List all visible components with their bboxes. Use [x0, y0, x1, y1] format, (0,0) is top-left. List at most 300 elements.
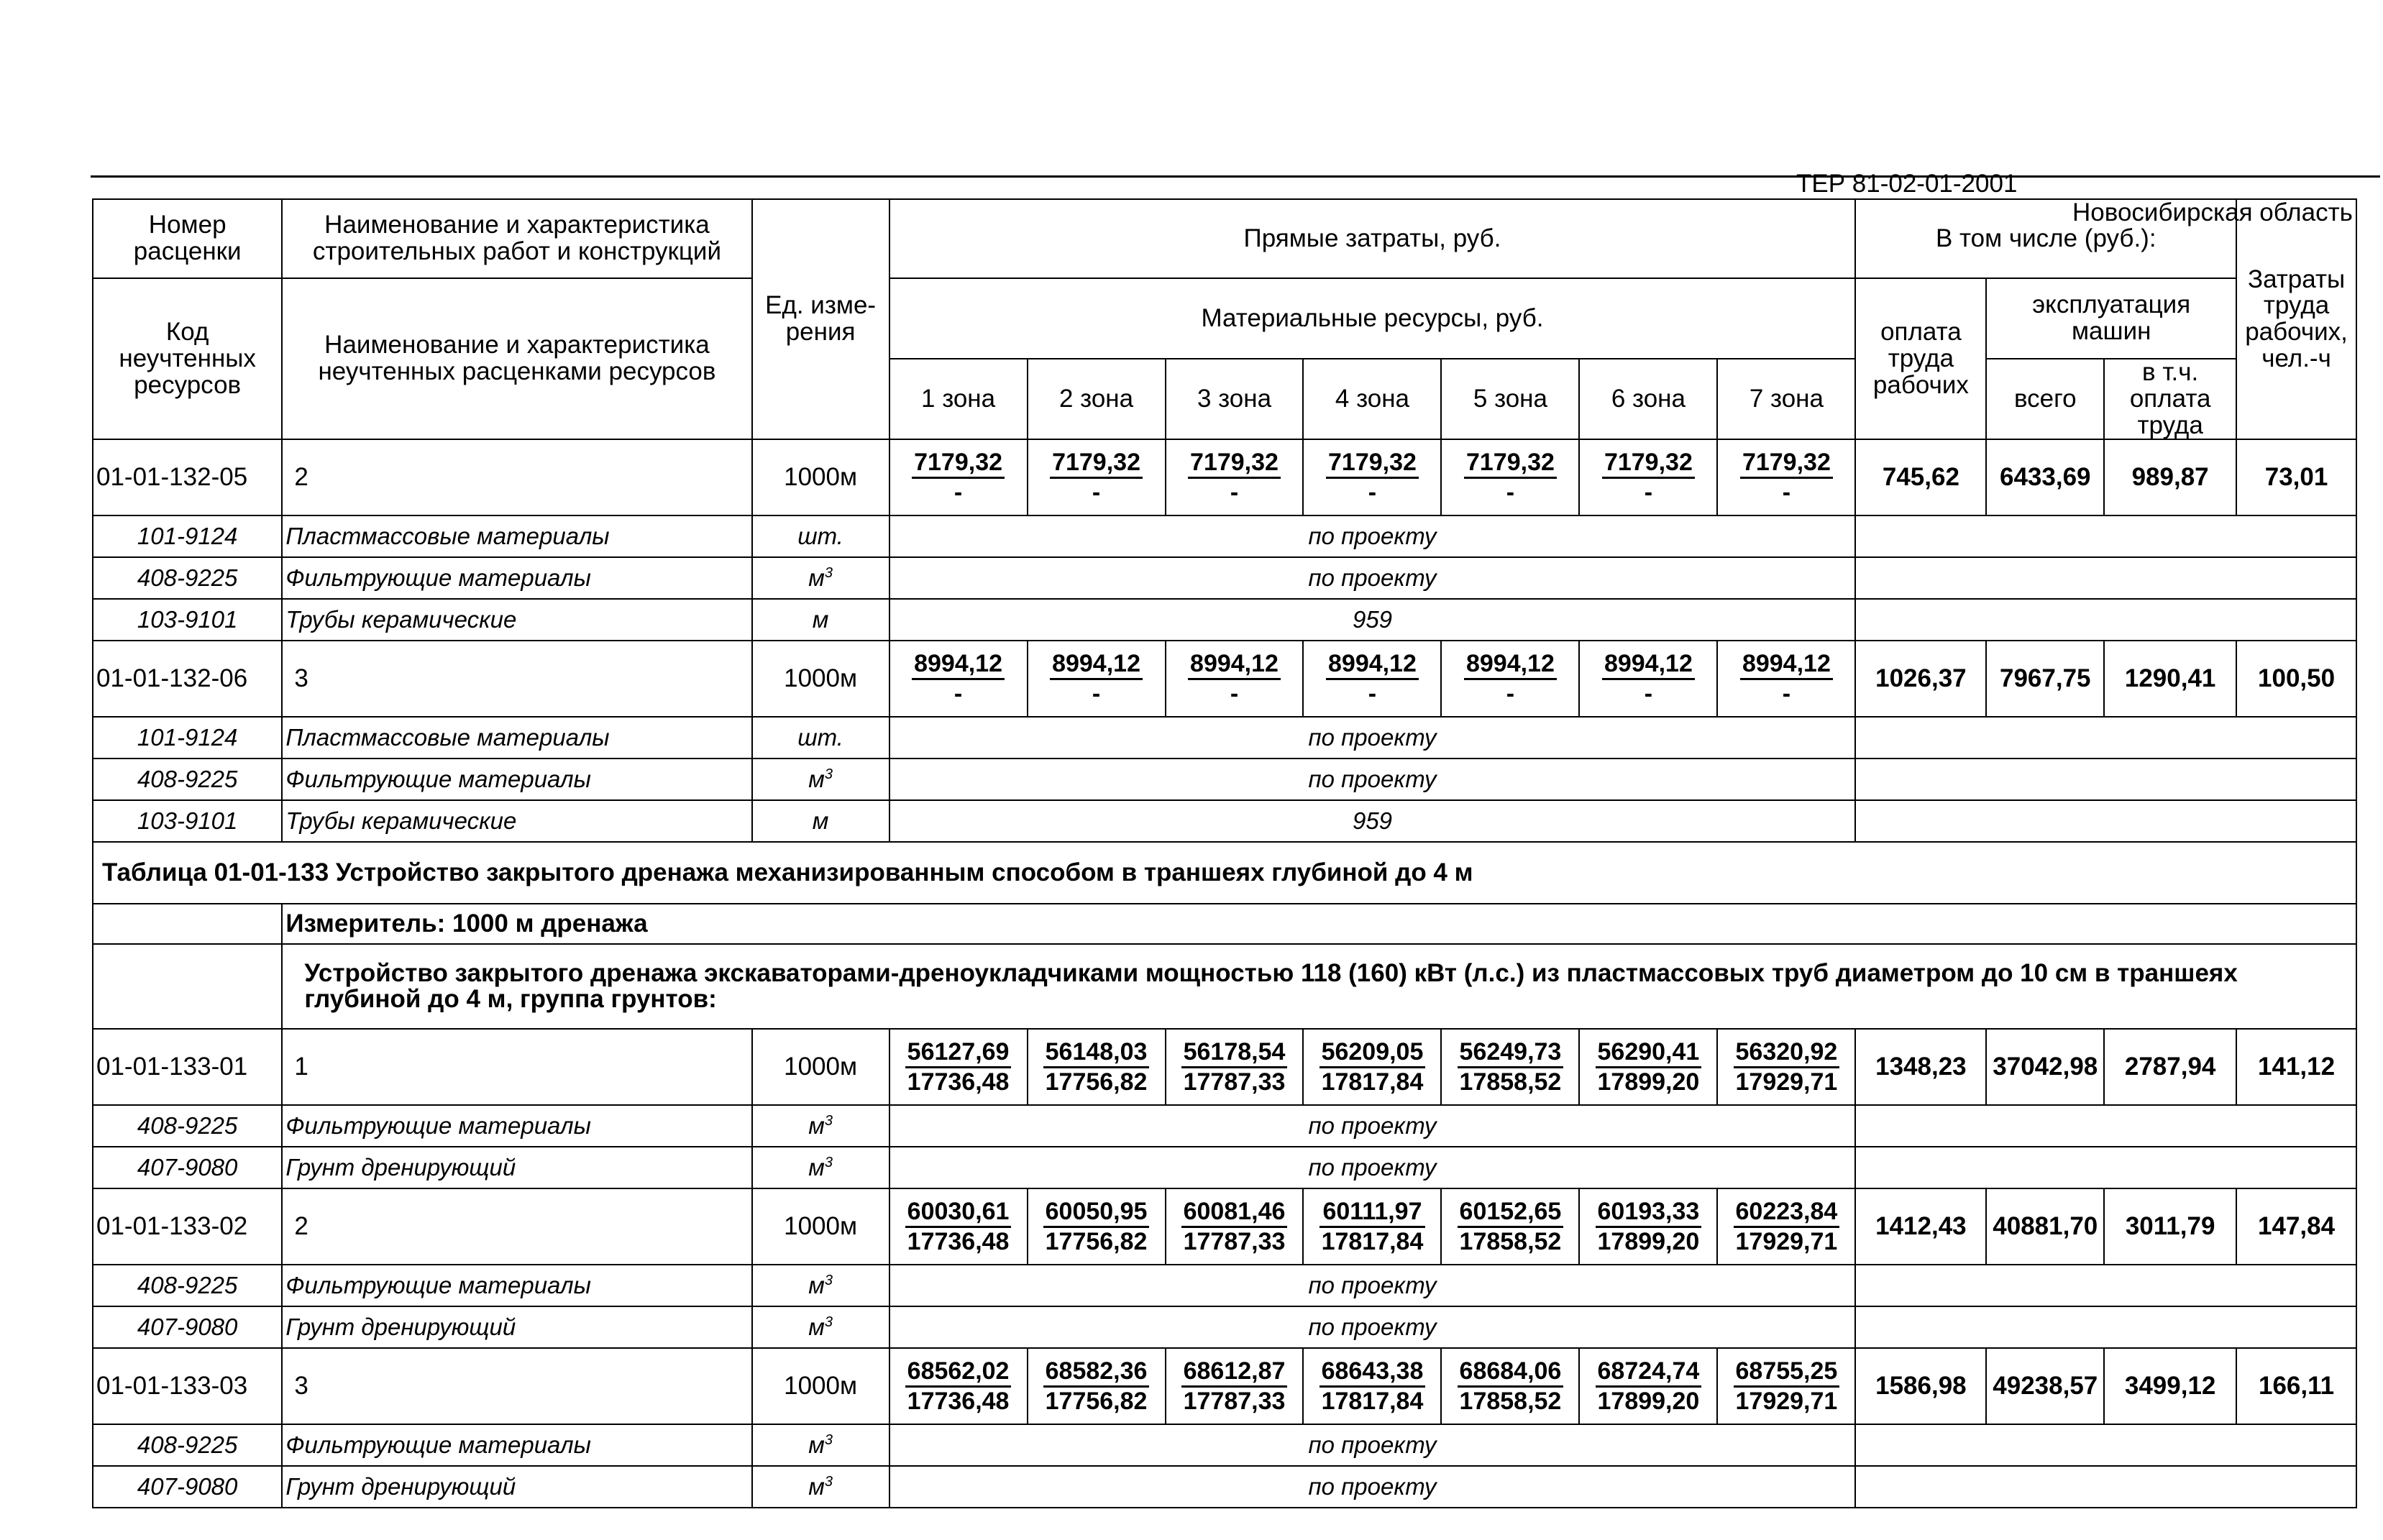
zone-header: 2 зона [1028, 359, 1166, 439]
including-header: В том числе (руб.): [1855, 199, 2236, 278]
header-rule [91, 175, 2380, 178]
machine-total-value: 6433,69 [1986, 439, 2104, 515]
zone-cost-cell [1579, 1348, 1717, 1424]
resource-code: 408-9225 [93, 1265, 282, 1306]
zone-cost-fraction [1043, 1357, 1150, 1416]
zone-cost-fraction [1458, 1198, 1564, 1256]
resource-row [93, 1105, 2356, 1147]
material-cost-value: - [953, 478, 963, 506]
rate-name: 2 [282, 1188, 751, 1265]
resource-code: 408-9225 [93, 758, 282, 800]
resource-code: 407-9080 [93, 1306, 282, 1348]
material-cost-value: - [1368, 478, 1377, 506]
table-body-133 [93, 1029, 2356, 1508]
zone-cost-fraction [1319, 1038, 1426, 1096]
zone-cost-fraction [1043, 1038, 1150, 1096]
resource-code: 407-9080 [93, 1466, 282, 1508]
direct-cost-value: 56178,54 [1181, 1038, 1288, 1068]
zone-cost-cell [1717, 1348, 1855, 1424]
zone-cost-fraction [1043, 1198, 1150, 1256]
zone-cost-cell [1441, 1348, 1579, 1424]
direct-cost-value: 60111,97 [1319, 1198, 1426, 1228]
measure-unit: Измеритель: 1000 м дренажа [282, 904, 2356, 944]
resource-quantity: по проекту [889, 758, 1856, 800]
zone-cost-cell [889, 1188, 1028, 1265]
zone-header: 3 зона [1166, 359, 1304, 439]
resource-quantity: по проекту [889, 1265, 1856, 1306]
resource-unit: м [808, 564, 825, 591]
material-cost-value: 17736,48 [907, 1387, 1010, 1415]
zone-cost-cell [1579, 1029, 1717, 1105]
resource-unit-power: 3 [824, 1473, 833, 1490]
direct-cost-value: 56148,03 [1043, 1038, 1150, 1068]
material-cost-value: 17756,82 [1045, 1387, 1148, 1415]
direct-cost-value: 68724,74 [1596, 1357, 1702, 1388]
resource-row [93, 1424, 2356, 1466]
zone-cost-fraction [1050, 650, 1143, 708]
material-cost-value: 17736,48 [907, 1227, 1010, 1255]
labor-costs-header: Затраты труда рабочих, чел.-ч [2236, 199, 2356, 439]
direct-cost-value: 68684,06 [1458, 1357, 1564, 1388]
resource-code: 407-9080 [93, 1147, 282, 1188]
zone-cost-fraction [1458, 1357, 1564, 1416]
rate-code: 01-01-133-02 [93, 1188, 282, 1265]
direct-cost-value: 60193,33 [1596, 1198, 1702, 1228]
rate-code: 01-01-133-03 [93, 1348, 282, 1424]
resource-unit-cell [752, 800, 889, 842]
zone-cost-cell [1579, 439, 1717, 515]
rate-number-header: Номер расценки [93, 199, 282, 278]
material-cost-value: 17787,33 [1183, 1227, 1286, 1255]
empty-cell [1855, 1105, 2356, 1147]
direct-cost-value: 60030,61 [905, 1198, 1012, 1228]
direct-cost-value: 7179,32 [1740, 449, 1833, 479]
resource-unit: м [808, 1271, 825, 1298]
empty-cell [1855, 800, 2356, 842]
direct-cost-value: 56320,92 [1734, 1038, 1840, 1068]
resource-name: Фильтрующие материалы [282, 1424, 751, 1466]
resource-unit-cell [752, 557, 889, 599]
zone-cost-cell [1717, 1029, 1855, 1105]
resource-unit-cell [752, 1147, 889, 1188]
zone-cost-fraction [1602, 650, 1695, 708]
table-header [93, 199, 2356, 439]
table-133-heading [93, 842, 2356, 1029]
direct-cost-value: 60223,84 [1734, 1198, 1840, 1228]
resource-unit: м [808, 765, 825, 792]
zone-cost-cell [1166, 1348, 1304, 1424]
rate-code: 01-01-132-06 [93, 641, 282, 717]
labor-pay-value: 1586,98 [1855, 1348, 1986, 1424]
resource-name: Трубы керамические [282, 599, 751, 641]
direct-cost-value: 56290,41 [1596, 1038, 1702, 1068]
resource-name: Фильтрующие материалы [282, 758, 751, 800]
machine-total-value: 49238,57 [1986, 1348, 2104, 1424]
direct-cost-value: 7179,32 [1188, 449, 1281, 479]
zone-cost-cell [1441, 439, 1579, 515]
zone-cost-fraction [1740, 449, 1833, 507]
resource-unit-power: 3 [824, 1272, 833, 1288]
resource-code: 103-9101 [93, 599, 282, 641]
resource-unit-cell [752, 1466, 889, 1508]
zone-header: 6 зона [1579, 359, 1717, 439]
resource-unit-cell [752, 599, 889, 641]
zone-cost-cell [1166, 439, 1304, 515]
direct-cost-value: 8994,12 [1326, 650, 1419, 680]
zone-cost-cell [1028, 1348, 1166, 1424]
resource-name: Грунт дренирующий [282, 1306, 751, 1348]
empty-cell [1855, 557, 2356, 599]
resource-row [93, 557, 2356, 599]
resource-row [93, 1306, 2356, 1348]
work-description: Устройство закрытого дренажа экскаваторами-дреноукладчиками мощностью 118 (160) кВт (л.с.) из пластмассовых труб диаметром до 10 см в траншеях глубиной до 4 м, группа грунтов: [282, 944, 2356, 1029]
zone-cost-fraction [1458, 1038, 1564, 1096]
zone-cost-fraction [1740, 650, 1833, 708]
material-cost-value: - [1782, 478, 1791, 506]
resource-unit: м [808, 1472, 825, 1500]
zone-cost-cell [889, 1029, 1028, 1105]
direct-cost-value: 8994,12 [1740, 650, 1833, 680]
direct-cost-value: 56209,05 [1319, 1038, 1426, 1068]
direct-cost-value: 56249,73 [1458, 1038, 1564, 1068]
zone-cost-fraction [1326, 650, 1419, 708]
resource-row [93, 1265, 2356, 1306]
zone-cost-fraction [1734, 1357, 1840, 1416]
material-resources-header: Материальные ресурсы, руб. [889, 278, 1856, 359]
direct-costs-header: Прямые затраты, руб. [889, 199, 1856, 278]
material-cost-value: - [1644, 679, 1653, 707]
zone-cost-cell [1166, 1029, 1304, 1105]
direct-cost-value: 7179,32 [1464, 449, 1557, 479]
zone-cost-fraction [1181, 1198, 1288, 1256]
resource-quantity: по проекту [889, 1466, 1856, 1508]
zone-cost-cell [1717, 1188, 1855, 1265]
resource-unit-cell [752, 1105, 889, 1147]
unit-header: Ед. изме- рения [752, 199, 889, 439]
resource-quantity: по проекту [889, 515, 1856, 557]
rate-name: 3 [282, 641, 751, 717]
direct-cost-value: 56127,69 [905, 1038, 1012, 1068]
machine-total-value: 37042,98 [1986, 1029, 2104, 1105]
direct-cost-value: 68612,87 [1181, 1357, 1288, 1388]
empty-cell [1855, 1466, 2356, 1508]
resource-quantity: по проекту [889, 1147, 1856, 1188]
zone-cost-cell [1303, 1348, 1441, 1424]
zone-cost-fraction [1188, 449, 1281, 507]
labor-hours-value: 100,50 [2236, 641, 2356, 717]
resource-name: Грунт дренирующий [282, 1147, 751, 1188]
material-cost-value: 17858,52 [1459, 1227, 1562, 1255]
material-cost-value: 17899,20 [1597, 1387, 1700, 1415]
table-title: Таблица 01-01-133 Устройство закрытого дренажа механизированным способом в траншеях глубиной до 4 м [93, 842, 2356, 904]
direct-cost-value: 8994,12 [912, 650, 1005, 680]
resource-unit-power: 3 [824, 1314, 833, 1330]
zone-cost-fraction [1464, 449, 1557, 507]
zone-cost-fraction [1464, 650, 1557, 708]
direct-cost-value: 60050,95 [1043, 1198, 1150, 1228]
material-cost-value: 17817,84 [1321, 1068, 1424, 1096]
resource-code: 101-9124 [93, 515, 282, 557]
zone-cost-cell [1028, 1029, 1166, 1105]
zone-header: 7 зона [1717, 359, 1855, 439]
resource-quantity: по проекту [889, 717, 1856, 758]
resource-unit: м [808, 1313, 825, 1340]
material-cost-value: - [1368, 679, 1377, 707]
zone-cost-cell [1579, 641, 1717, 717]
rate-unit: 1000м [752, 1348, 889, 1424]
zone-cost-cell [1303, 1029, 1441, 1105]
rate-unit: 1000м [752, 1188, 889, 1265]
table-body-132 [93, 439, 2356, 842]
machine-operation-header: эксплуатация машин [1986, 278, 2236, 359]
rate-row [93, 641, 2356, 717]
resource-row [93, 1147, 2356, 1188]
zone-cost-cell [889, 1348, 1028, 1424]
material-cost-value: 17817,84 [1321, 1387, 1424, 1415]
rate-code: 01-01-132-05 [93, 439, 282, 515]
zone-cost-fraction [1181, 1357, 1288, 1416]
material-cost-value: 17858,52 [1459, 1068, 1562, 1096]
zone-cost-cell [1166, 1188, 1304, 1265]
direct-cost-value: 8994,12 [1602, 650, 1695, 680]
labor-hours-value: 141,12 [2236, 1029, 2356, 1105]
direct-cost-value: 8994,12 [1188, 650, 1281, 680]
resource-quantity: 959 [889, 599, 1856, 641]
resource-unit-power: 3 [824, 1154, 833, 1170]
resource-quantity: 959 [889, 800, 1856, 842]
resource-unit: м [808, 1153, 825, 1181]
zone-cost-fraction [1326, 449, 1419, 507]
zone-cost-fraction [1596, 1198, 1702, 1256]
material-cost-value: 17756,82 [1045, 1227, 1148, 1255]
empty-cell [1855, 599, 2356, 641]
resource-unit-cell [752, 515, 889, 557]
code-unaccounted-header: Код неучтенных ресурсов [93, 278, 282, 439]
zone-cost-cell [1441, 641, 1579, 717]
empty-cell [1855, 717, 2356, 758]
resource-name: Фильтрующие материалы [282, 1265, 751, 1306]
resource-unit: м [812, 807, 829, 834]
rate-code: 01-01-133-01 [93, 1029, 282, 1105]
resource-unit: шт. [797, 522, 843, 549]
labor-pay-value: 1348,23 [1855, 1029, 1986, 1105]
zone-cost-fraction [1596, 1357, 1702, 1416]
zone-cost-fraction [912, 449, 1005, 507]
resource-unit-cell [752, 1265, 889, 1306]
material-cost-value: 17756,82 [1045, 1068, 1148, 1096]
resource-unit-power: 3 [824, 766, 833, 782]
zone-cost-fraction [1181, 1038, 1288, 1096]
labor-pay-value: 1026,37 [1855, 641, 1986, 717]
resource-unit: м [812, 605, 829, 633]
zone-cost-cell [1441, 1188, 1579, 1265]
direct-cost-value: 8994,12 [1464, 650, 1557, 680]
resource-name: Пластмассовые материалы [282, 515, 751, 557]
material-cost-value: - [953, 679, 963, 707]
zone-cost-cell [1166, 641, 1304, 717]
labor-hours-value: 147,84 [2236, 1188, 2356, 1265]
material-cost-value: - [1782, 679, 1791, 707]
rate-row [93, 439, 2356, 515]
rate-name: 3 [282, 1348, 751, 1424]
zone-cost-cell [889, 439, 1028, 515]
resource-row [93, 717, 2356, 758]
material-cost-value: 17929,71 [1735, 1387, 1838, 1415]
rate-unit: 1000м [752, 439, 889, 515]
resource-name: Фильтрующие материалы [282, 1105, 751, 1147]
labor-pay-header: оплата труда рабочих [1855, 278, 1986, 439]
direct-cost-value: 60152,65 [1458, 1198, 1564, 1228]
direct-cost-value: 68643,38 [1319, 1357, 1426, 1388]
zone-cost-cell [1028, 439, 1166, 515]
material-cost-value: 17929,71 [1735, 1068, 1838, 1096]
resource-row [93, 1466, 2356, 1508]
zone-cost-fraction [905, 1038, 1012, 1096]
resource-row [93, 800, 2356, 842]
zone-header: 4 зона [1303, 359, 1441, 439]
empty-cell [1855, 1147, 2356, 1188]
labor-pay-value: 745,62 [1855, 439, 1986, 515]
page-header [0, 141, 2379, 226]
zone-header: 1 зона [889, 359, 1028, 439]
direct-cost-value: 68562,02 [905, 1357, 1012, 1388]
material-cost-value: 17736,48 [907, 1068, 1010, 1096]
zone-cost-fraction [905, 1357, 1012, 1416]
zone-cost-cell [1717, 439, 1855, 515]
name-unaccounted-header: Наименование и характеристика неучтенных расценками ресурсов [282, 278, 751, 439]
resource-unit-cell [752, 758, 889, 800]
resource-unit-cell [752, 717, 889, 758]
rate-unit: 1000м [752, 1029, 889, 1105]
material-cost-value: 17929,71 [1735, 1227, 1838, 1255]
resource-unit-cell [752, 1424, 889, 1466]
resource-name: Трубы керамические [282, 800, 751, 842]
resource-quantity: по проекту [889, 1105, 1856, 1147]
resource-code: 408-9225 [93, 557, 282, 599]
zone-cost-fraction [1602, 449, 1695, 507]
resource-row [93, 599, 2356, 641]
rate-row [93, 1029, 2356, 1105]
empty-cell [93, 944, 282, 1029]
empty-cell [1855, 1424, 2356, 1466]
material-cost-value: 17817,84 [1321, 1227, 1424, 1255]
region-name: Новосибирская область [2072, 198, 2353, 226]
material-cost-value: 17787,33 [1183, 1387, 1286, 1415]
machine-labor-value: 1290,41 [2104, 641, 2236, 717]
resource-row [93, 515, 2356, 557]
resource-unit: м [808, 1431, 825, 1458]
resource-code: 101-9124 [93, 717, 282, 758]
material-cost-value: - [1230, 478, 1239, 506]
resource-quantity: по проекту [889, 1424, 1856, 1466]
resource-name: Фильтрующие материалы [282, 557, 751, 599]
material-cost-value: - [1506, 478, 1515, 506]
direct-cost-value: 7179,32 [1326, 449, 1419, 479]
resource-unit-cell [752, 1306, 889, 1348]
material-cost-value: - [1506, 679, 1515, 707]
material-cost-value: 17858,52 [1459, 1387, 1562, 1415]
zone-header: 5 зона [1441, 359, 1579, 439]
zone-cost-cell [889, 641, 1028, 717]
resource-unit: м [808, 1112, 825, 1139]
machine-labor-value: 3011,79 [2104, 1188, 2236, 1265]
labor-hours-value: 166,11 [2236, 1348, 2356, 1424]
labor-pay-value: 1412,43 [1855, 1188, 1986, 1265]
zone-cost-cell [1579, 1188, 1717, 1265]
resource-unit-power: 3 [824, 564, 833, 581]
material-cost-value: - [1230, 679, 1239, 707]
zone-cost-fraction [1188, 650, 1281, 708]
rate-unit: 1000м [752, 641, 889, 717]
resource-quantity: по проекту [889, 1306, 1856, 1348]
empty-cell [1855, 1265, 2356, 1306]
resource-unit-power: 3 [824, 1431, 833, 1448]
direct-cost-value: 7179,32 [912, 449, 1005, 479]
machine-labor-value: 2787,94 [2104, 1029, 2236, 1105]
material-cost-value: - [1644, 478, 1653, 506]
direct-cost-value: 60081,46 [1181, 1198, 1288, 1228]
zone-cost-cell [1028, 641, 1166, 717]
direct-cost-value: 7179,32 [1602, 449, 1695, 479]
rate-name: 1 [282, 1029, 751, 1105]
zone-cost-fraction [1734, 1198, 1840, 1256]
rates-table [92, 198, 2357, 1508]
rate-row [93, 1348, 2356, 1424]
zone-cost-cell [1028, 1188, 1166, 1265]
rate-row [93, 1188, 2356, 1265]
resource-unit: шт. [797, 723, 843, 751]
material-cost-value: - [1092, 679, 1101, 707]
material-cost-value: 17899,20 [1597, 1227, 1700, 1255]
machine-labor-value: 3499,12 [2104, 1348, 2236, 1424]
resource-name: Грунт дренирующий [282, 1466, 751, 1508]
resource-name: Пластмассовые материалы [282, 717, 751, 758]
zone-cost-cell [1303, 1188, 1441, 1265]
work-name-header: Наименование и характеристика строительных работ и конструкций [282, 199, 751, 278]
direct-cost-value: 7179,32 [1050, 449, 1143, 479]
zone-cost-cell [1441, 1029, 1579, 1105]
empty-cell [1855, 515, 2356, 557]
resource-code: 408-9225 [93, 1424, 282, 1466]
empty-cell [1855, 758, 2356, 800]
resource-row [93, 758, 2356, 800]
machine-labor-header: в т.ч. оплата труда [2104, 359, 2236, 439]
material-cost-value: - [1092, 478, 1101, 506]
labor-hours-value: 73,01 [2236, 439, 2356, 515]
resource-code: 103-9101 [93, 800, 282, 842]
zone-cost-fraction [1319, 1357, 1426, 1416]
material-cost-value: 17787,33 [1183, 1068, 1286, 1096]
machine-total-header: всего [1986, 359, 2104, 439]
zone-cost-fraction [1319, 1198, 1426, 1256]
material-cost-value: 17899,20 [1597, 1068, 1700, 1096]
resource-unit-power: 3 [824, 1112, 833, 1129]
zone-cost-cell [1303, 439, 1441, 515]
zone-cost-fraction [905, 1198, 1012, 1256]
machine-total-value: 7967,75 [1986, 641, 2104, 717]
direct-cost-value: 68582,36 [1043, 1357, 1150, 1388]
zone-cost-cell [1303, 641, 1441, 717]
machine-labor-value: 989,87 [2104, 439, 2236, 515]
zone-cost-fraction [912, 650, 1005, 708]
zone-cost-fraction [1596, 1038, 1702, 1096]
document-code: ТЕР 81-02-01-2001 [1796, 170, 2018, 198]
zone-cost-cell [1717, 641, 1855, 717]
rate-name: 2 [282, 439, 751, 515]
direct-cost-value: 8994,12 [1050, 650, 1143, 680]
zone-cost-fraction [1050, 449, 1143, 507]
empty-cell [1855, 1306, 2356, 1348]
